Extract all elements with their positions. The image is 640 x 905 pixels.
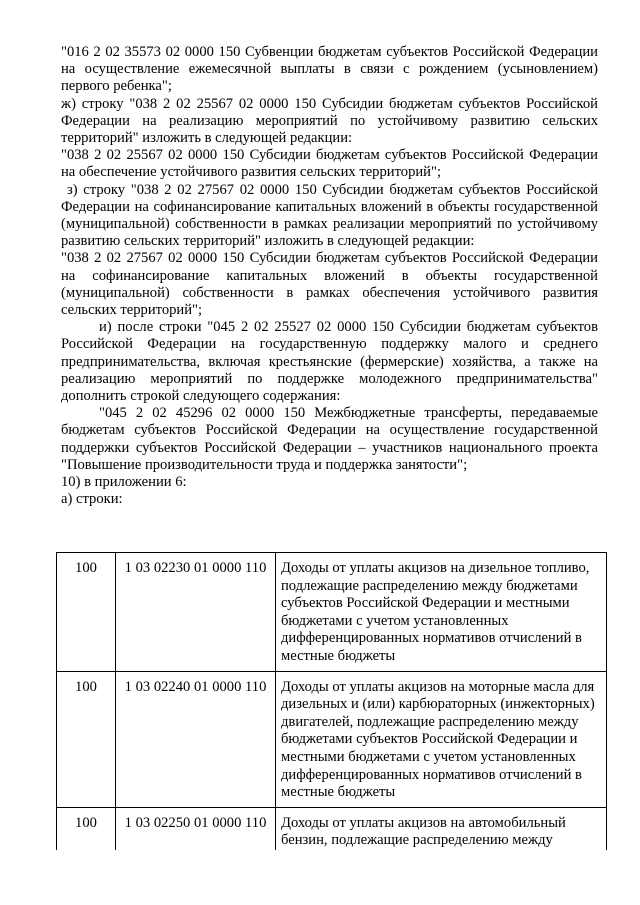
revenue-name-cell: Доходы от уплаты акцизов на автомобильный бензин, подлежащие распределению между: [276, 807, 607, 850]
budget-code-cell: 1 03 02250 01 0000 110: [116, 807, 276, 850]
admin-code-cell: 100: [57, 553, 116, 672]
paragraph: а) строки:: [61, 491, 123, 508]
paragraph: "038 2 02 25567 02 0000 150 Субсидии бюджетам субъектов Российской Федерации на обеспечение устойчивого развития сельских территорий";: [61, 147, 598, 181]
paragraph: з) строку "038 2 02 27567 02 0000 150 Субсидии бюджетам субъектов Российской Федерации на софинансирование капитальных вложений в объекты государственной (муниципальной) собственности в рамках реализации мероприятий по устойчивому развитию сельских территорий" изложить в следующей редакции:: [61, 181, 598, 250]
budget-code-cell: 1 03 02230 01 0000 110: [116, 553, 276, 672]
paragraph: 10) в приложении 6:: [61, 474, 187, 491]
table-body: [57, 553, 607, 850]
document-text: [61, 44, 598, 508]
admin-code-cell: 100: [57, 671, 116, 807]
table-row: [57, 553, 607, 672]
table-row: [57, 807, 607, 850]
budget-code-cell: 1 03 02240 01 0000 110: [116, 671, 276, 807]
paragraph: ж) строку "038 2 02 25567 02 0000 150 Субсидии бюджетам субъектов Российской Федерации на реализацию мероприятий по устойчивому развитию сельских территорий" изложить в следующей редакции:: [61, 95, 598, 147]
revenue-name-cell: Доходы от уплаты акцизов на дизельное топливо, подлежащие распределению между бюджетами субъектов Российской Федерации и местными бюджетами с учетом установленных дифференцированных нормативов отчислений в местные бюджеты: [276, 553, 607, 672]
paragraph: "016 2 02 35573 02 0000 150 Субвенции бюджетам субъектов Российской Федерации на осуществление ежемесячной выплаты в связи с рождением (усыновлением) первого ребенка";: [61, 44, 598, 95]
revenue-name-cell: Доходы от уплаты акцизов на моторные масла для дизельных и (или) карбюраторных (инжекторных) двигателей, подлежащие распределению между бюджетами субъектов Российской Федерации и местными бюджетами с учетом установленных дифференцированных нормативов отчислений в местные бюджеты: [276, 671, 607, 807]
revenue-codes-table: [56, 552, 607, 850]
paragraph: "038 2 02 27567 02 0000 150 Субсидии бюджетам субъектов Российской Федерации на софинансирование капитальных вложений в объекты государственной (муниципальной) собственности в рамках обеспечения устойчивого развития сельских территорий";: [61, 250, 598, 319]
table-row: [57, 671, 607, 807]
paragraph: "045 2 02 45296 02 0000 150 Межбюджетные трансферты, передаваемые бюджетам субъектов Российской Федерации на осуществление государственной поддержки субъектов Российской Федерации – участников национального проекта "Повышение производительности труда и поддержка занятости";: [61, 405, 598, 473]
admin-code-cell: 100: [57, 807, 116, 850]
paragraph: и) после строки "045 2 02 25527 02 0000 150 Субсидии бюджетам субъектов Российской Федерации на государственную поддержку малого и среднего предпринимательства, включая крестьянские (фермерские) хозяйства, а также на реализацию мероприятий по поддержке молодежного предпринимательства" дополнить строкой следующего содержания:: [61, 319, 598, 405]
